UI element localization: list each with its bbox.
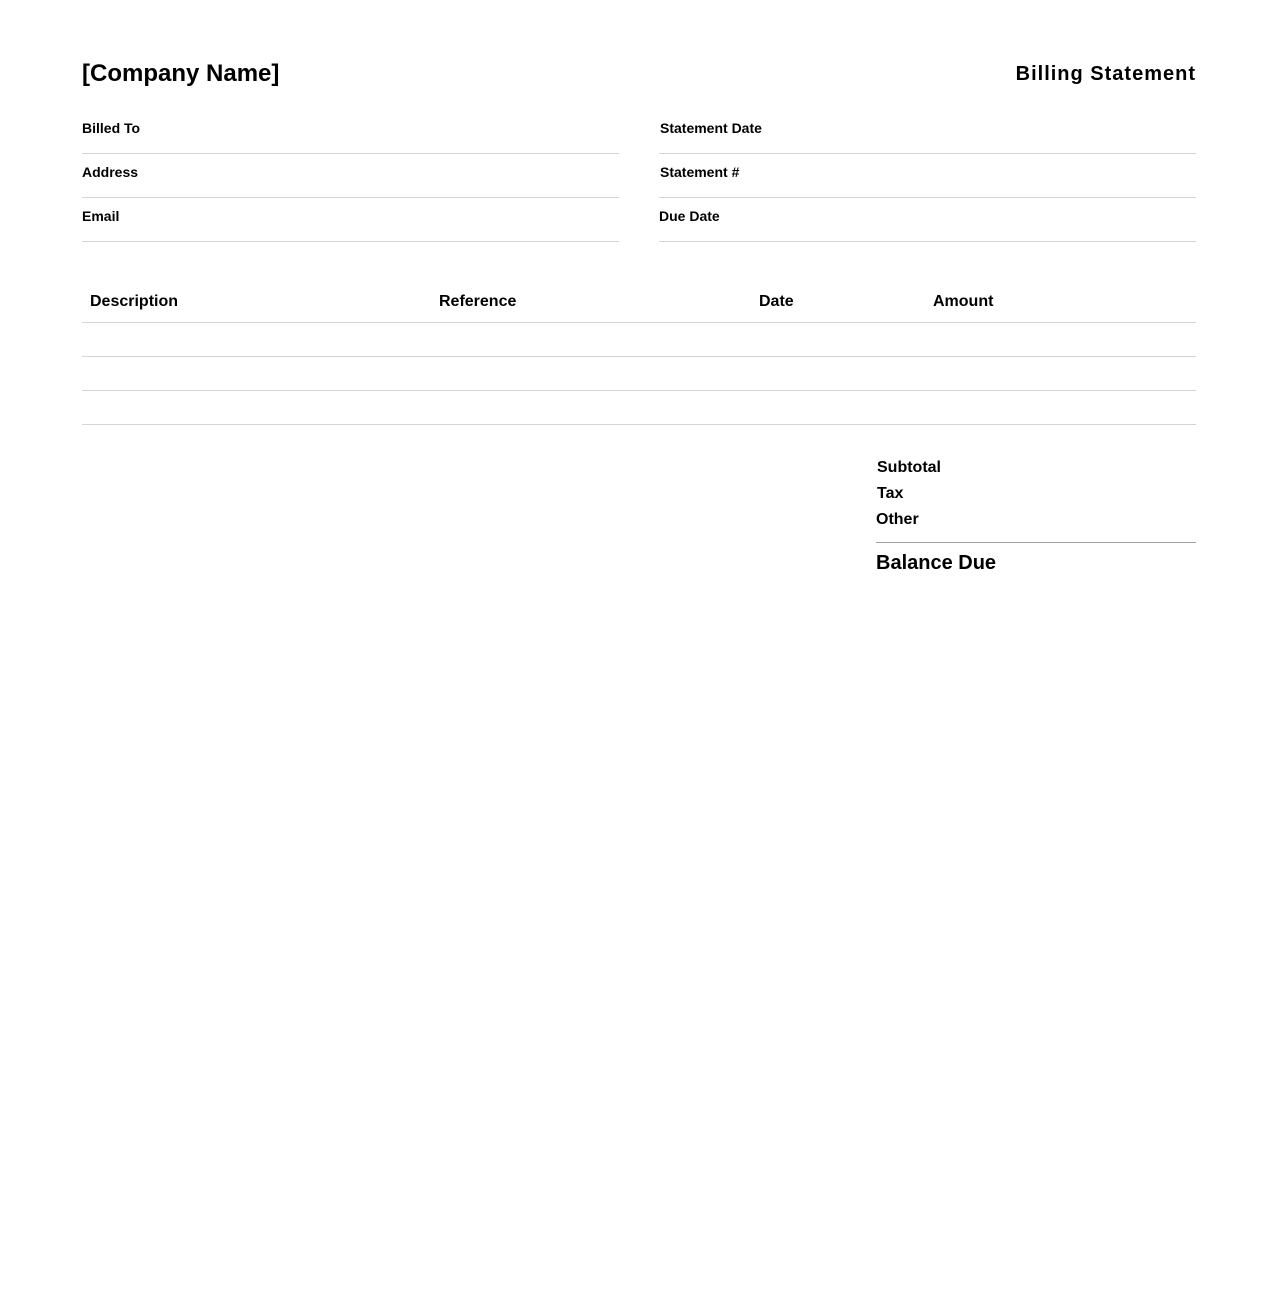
cell-amount[interactable] (933, 391, 1196, 425)
statement-number-field[interactable] (659, 154, 1196, 198)
cell-date[interactable] (759, 323, 933, 357)
statement-date-label: Statement Date (660, 120, 762, 136)
column-header-reference: Reference (439, 282, 759, 323)
statement-fields (659, 110, 1196, 242)
table-row (82, 323, 1196, 357)
column-header-date: Date (759, 282, 933, 323)
cell-reference[interactable] (439, 357, 759, 391)
totals-section (876, 455, 1196, 576)
subtotal-label: Subtotal (877, 459, 941, 476)
other-label: Other (876, 511, 919, 528)
cell-reference[interactable] (439, 391, 759, 425)
email-label: Email (82, 208, 120, 224)
customer-fields (82, 110, 619, 242)
cell-date[interactable] (759, 391, 933, 425)
table-header-row (82, 282, 1196, 323)
cell-amount[interactable] (933, 323, 1196, 357)
line-items-table (82, 282, 1196, 425)
cell-description[interactable] (82, 323, 439, 357)
column-header-description: Description (82, 282, 439, 323)
statement-date-field[interactable] (659, 110, 1196, 154)
cell-description[interactable] (82, 391, 439, 425)
address-label: Address (82, 164, 139, 180)
balance-due-label: Balance Due (876, 552, 997, 574)
company-name: [Company Name] (82, 60, 280, 87)
table-row (82, 391, 1196, 425)
cell-amount[interactable] (933, 357, 1196, 391)
cell-date[interactable] (759, 357, 933, 391)
table-row (82, 357, 1196, 391)
email-field[interactable] (82, 198, 619, 242)
cell-reference[interactable] (439, 323, 759, 357)
billed-to-field[interactable] (82, 110, 619, 154)
due-date-label: Due Date (659, 208, 720, 224)
billed-to-label: Billed To (82, 120, 141, 136)
address-field[interactable] (82, 154, 619, 198)
statement-number-label: Statement # (660, 164, 740, 180)
due-date-field[interactable] (659, 198, 1196, 242)
totals-divider (876, 542, 1196, 543)
document-title: Billing Statement (1015, 63, 1196, 85)
cell-description[interactable] (82, 357, 439, 391)
column-header-amount: Amount (933, 282, 1196, 323)
tax-label: Tax (877, 485, 904, 502)
